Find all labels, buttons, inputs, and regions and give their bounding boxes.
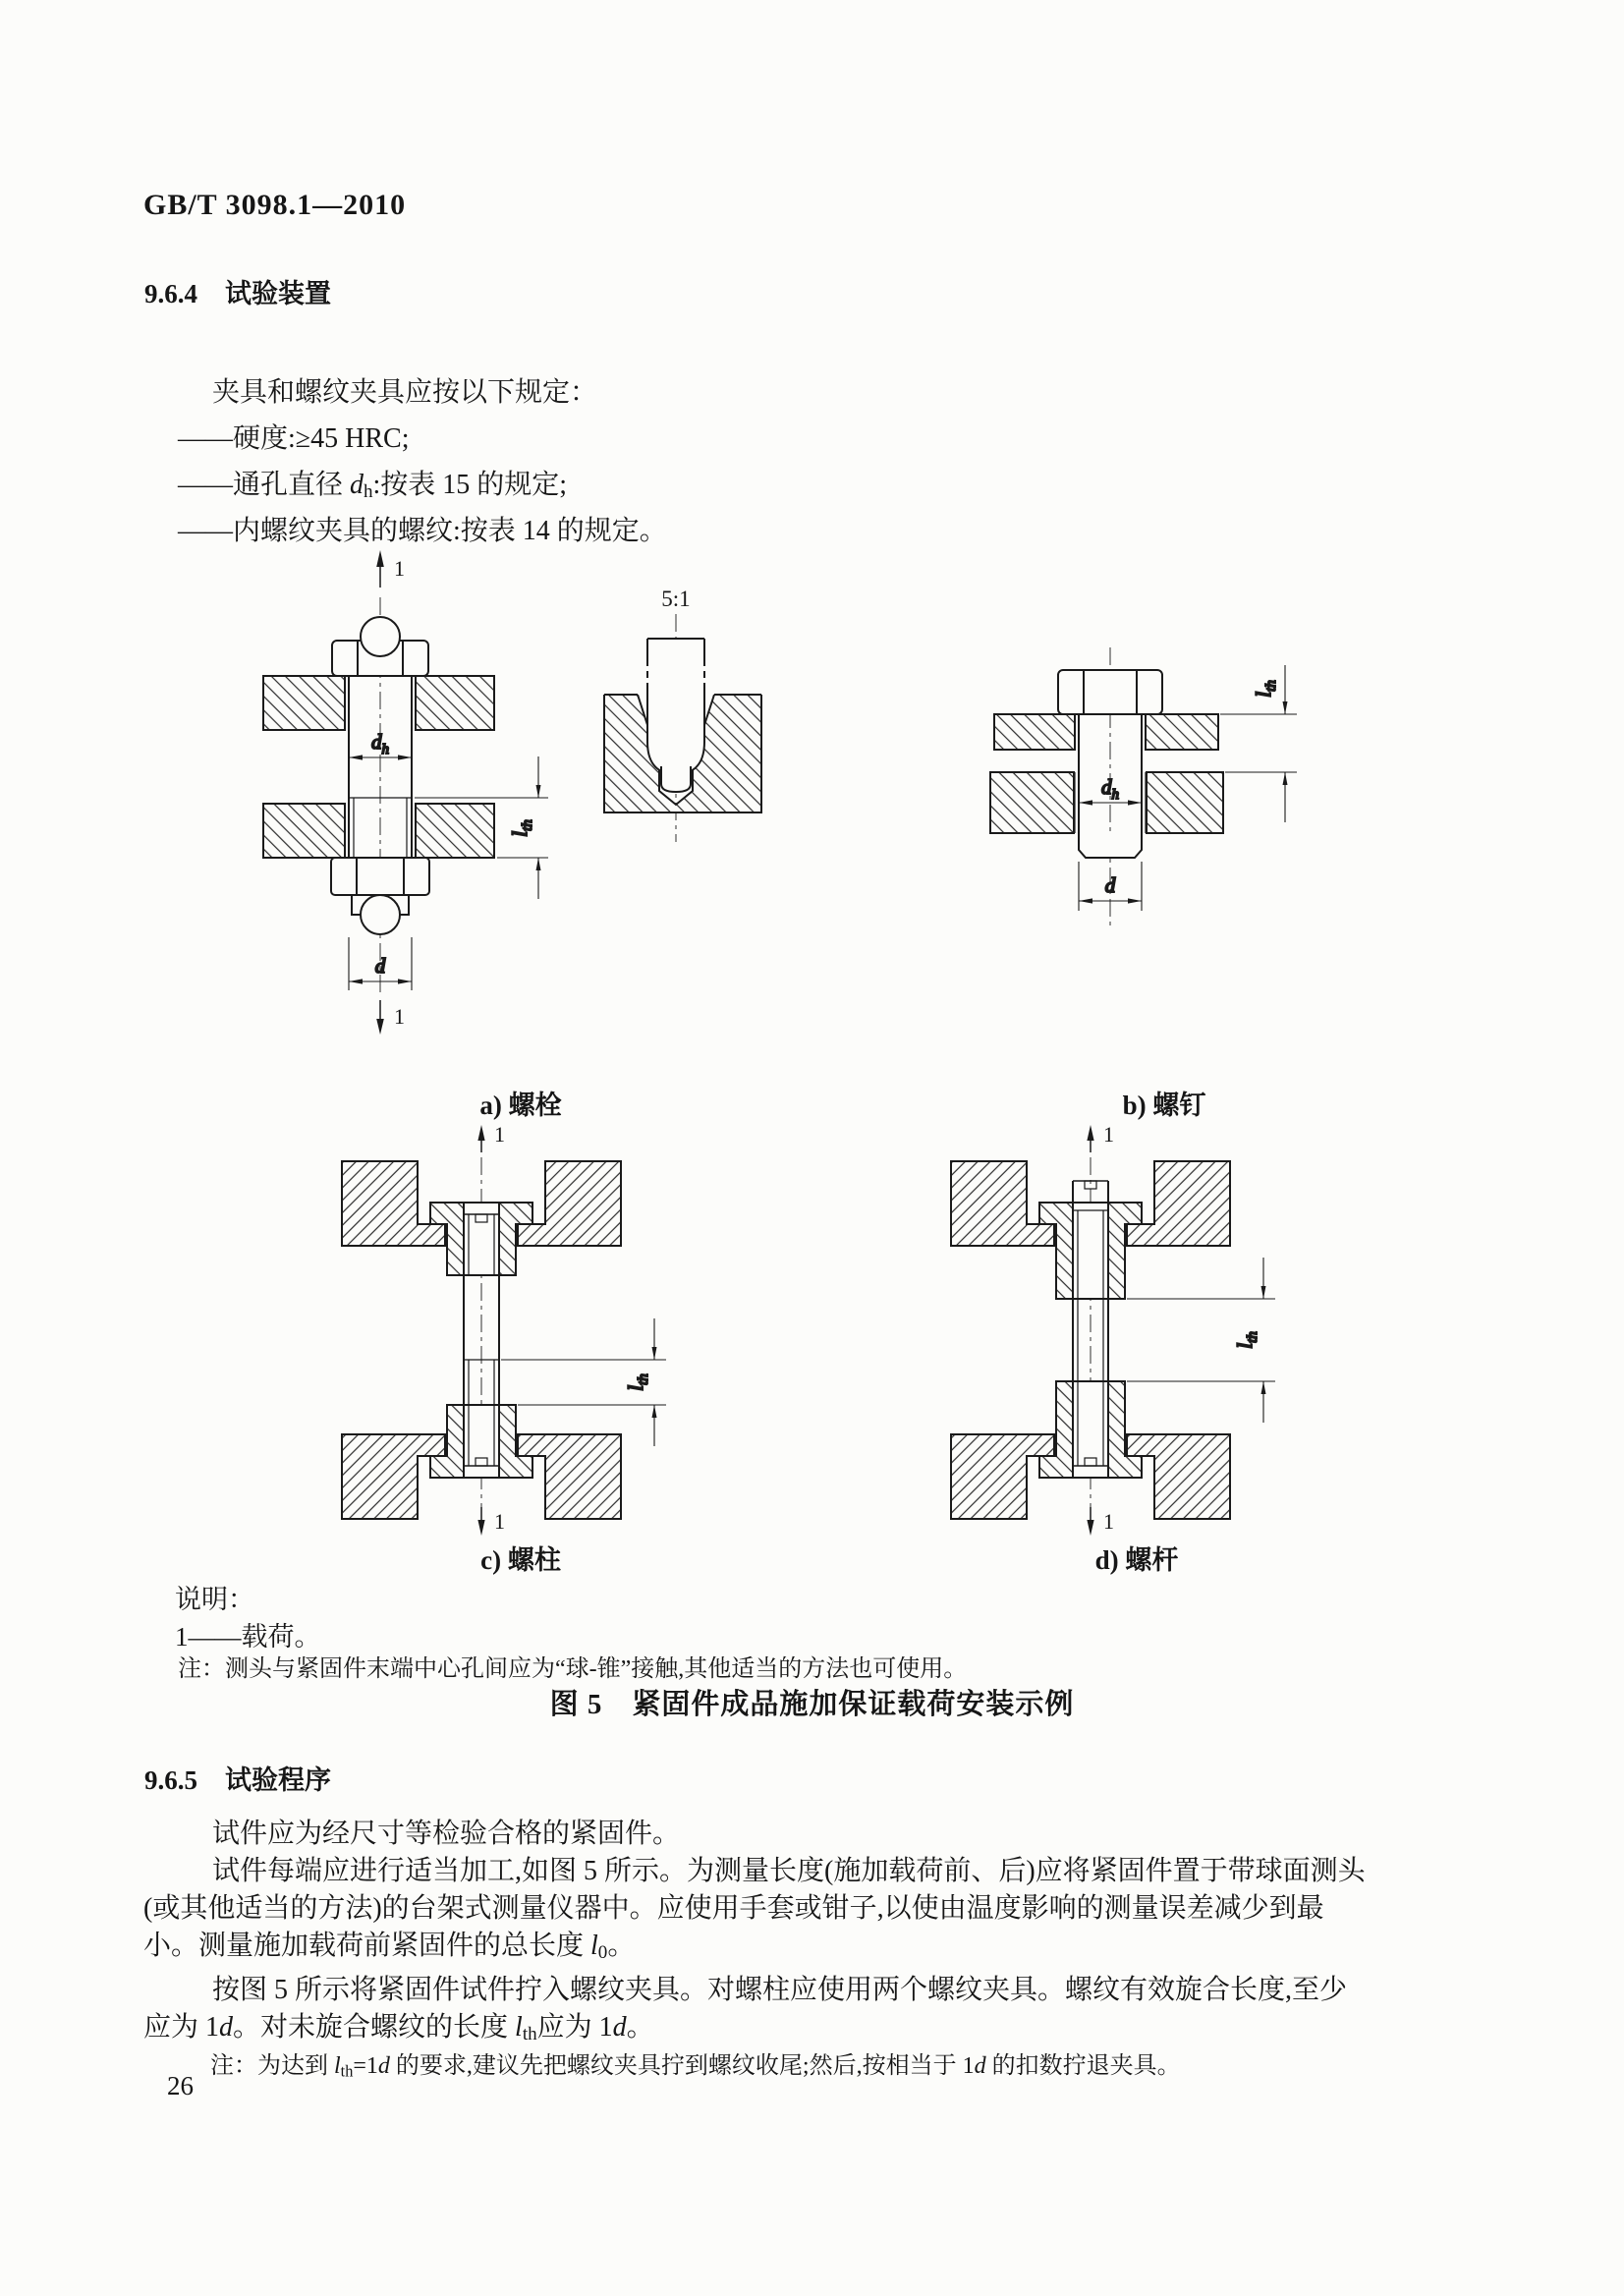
load-arrow-up-icon [477,1125,484,1152]
load-marker-label: 1 [1103,1509,1114,1534]
standard-number: GB/T 3098.1—2010 [143,189,407,221]
paragraph-line: 小。测量施加载荷前紧固件的总长度 l0。 [143,1931,636,1964]
figure-d-threaded-rod-drawing [924,1122,1316,1539]
legend-item-load: 1——载荷。 [175,1622,321,1652]
scale-label: 5:1 [661,587,691,611]
load-arrow-up-icon [376,550,384,588]
upper-clamp-plate [263,676,494,730]
legend-label: 说明： [175,1585,254,1614]
measuring-ball-top [361,617,400,656]
hex-nut [331,858,429,895]
figure-c-stud-drawing [314,1122,707,1539]
probe-tip [661,766,691,792]
d-label: d [1104,873,1116,897]
section-title: 试验程序 [225,1765,331,1795]
section-number: 9.6.4 [144,279,197,308]
section-number: 9.6.5 [144,1765,197,1795]
intro-paragraph: 夹具和螺纹夹具应按以下规定： [212,377,598,408]
load-arrow-up-icon [1087,1125,1093,1152]
load-arrow-down-icon [477,1507,484,1536]
section-heading-964 [144,272,331,310]
measuring-probe [647,639,704,774]
figure-a-bolt-drawing [246,546,560,1047]
procedure-note: 注：为达到 lth=1d 的要求,建议先把螺纹夹具拧到螺纹收尾;然后,按相当于 1d 的扣数拧退夹具。 [210,2053,1181,2081]
load-marker-label: 1 [494,1509,505,1534]
section-heading-965 [144,1759,331,1797]
lth-label: $l_{th}$ [624,1373,651,1391]
subcaption-d: d) 螺杆 [1094,1545,1179,1575]
paragraph-line: 试件每端应进行适当加工,如图 5 所示。为测量长度(施加载荷前、后)应将紧固件置于带球面测头 [212,1856,1366,1886]
upper-clamp-plate [994,714,1218,750]
dh-label: $d_h$ [1101,775,1119,803]
d-label: d [374,954,386,978]
section-title: 试验装置 [225,279,331,308]
load-arrow-down-icon [1087,1507,1093,1536]
paragraph-line: 试件应为经尺寸等检验合格的紧固件。 [212,1819,681,1849]
screw-end [1079,833,1142,858]
load-marker-label: 1 [394,1004,405,1029]
measuring-ball-bottom [361,895,400,934]
dimension-dh [1079,800,1142,805]
figure-detail-ball-cone-contact [575,585,791,850]
paragraph-line: (或其他适当的方法)的台架式测量仪器中。应使用手套或钳子,以使由温度影响的测量误差减少到最 [143,1893,1324,1924]
list-item-hole-diameter: ——通孔直径 dh:按表 15 的规定; [178,470,568,503]
figure-b-screw-drawing [973,614,1326,938]
load-marker-label: 1 [494,1122,505,1147]
procedure-paragraphs [143,1816,1489,2053]
dimension-lth [1220,665,1297,822]
screw-head [1058,670,1162,714]
figure-caption: 图 5 紧固件成品施加保证载荷安装示例 [549,1689,1075,1720]
paragraph-line: 按图 5 所示将紧固件试件拧入螺纹夹具。对螺柱应使用两个螺纹夹具。螺纹有效旋合长度,至少 [212,1975,1348,2006]
page-number: 26 [167,2071,194,2100]
list-item-internal-thread: ——内螺纹夹具的螺纹:按表 14 的规定。 [178,516,667,546]
load-marker-label: 1 [394,556,405,581]
paragraph-line: 应为 1d。对未旋合螺纹的长度 lth应为 1d。 [143,2012,654,2045]
lower-clamp-plate [263,804,494,858]
subcaption-c: c) 螺柱 [480,1545,561,1575]
subcaption-a: a) 螺栓 [479,1091,562,1120]
load-marker-label: 1 [1103,1122,1114,1147]
subcaption-b: b) 螺钉 [1122,1091,1206,1120]
dh-label: $d_h$ [371,730,389,757]
list-item-hardness: ——硬度:≥45 HRC; [178,423,410,454]
load-arrow-down-icon [376,1000,384,1035]
lth-label: $l_{th}$ [1233,1331,1260,1349]
lth-label: $l_{th}$ [508,819,535,837]
figure-note: 注：测头与紧固件末端中心孔间应为“球-锥”接触,其他适当的方法也可使用。 [178,1656,968,1682]
lth-label: $l_{th}$ [1252,680,1279,698]
